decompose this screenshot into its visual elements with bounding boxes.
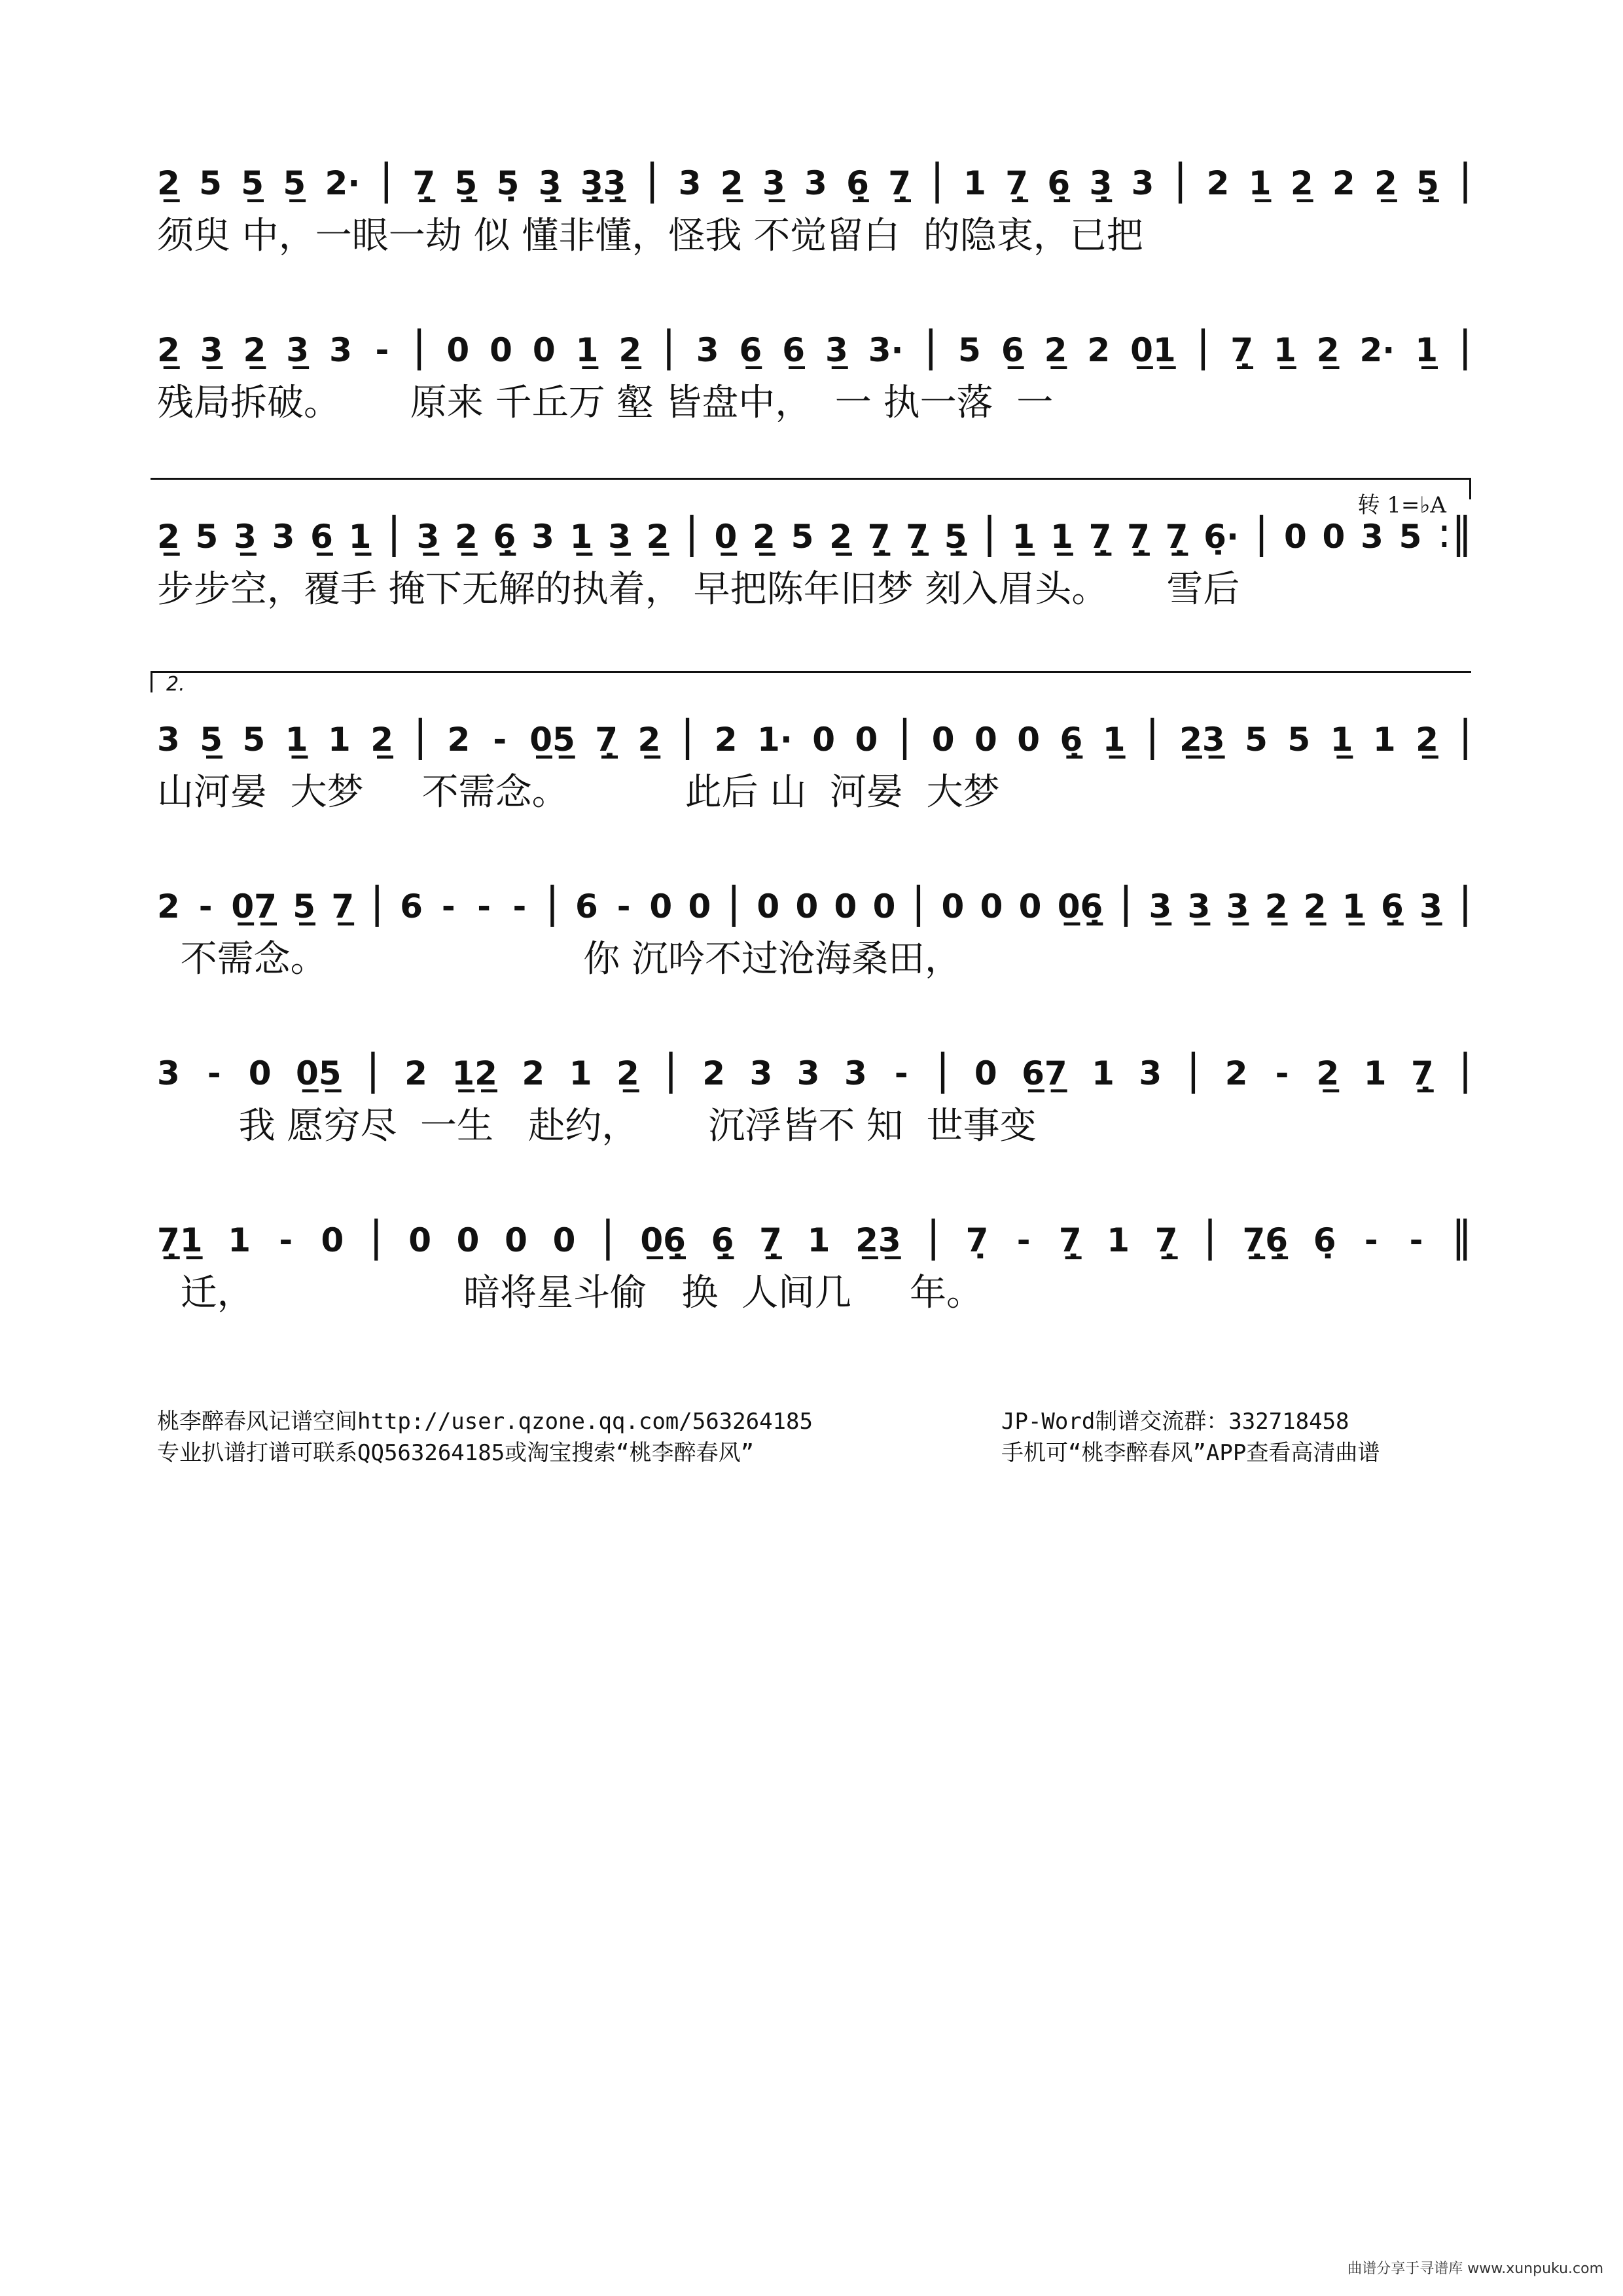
barline: | [645,156,660,204]
note: 6̣̲ [1047,164,1071,202]
note: 3 [749,1054,773,1092]
score-system-3 [157,492,1472,628]
note: 2̲ [1290,164,1313,202]
note: 0 [248,1054,272,1092]
note: - [616,888,631,925]
note: 1̲ [1012,518,1035,556]
note: 2̲ [1316,1054,1340,1092]
barline: | [1458,1046,1472,1094]
note: 2· [1359,331,1395,369]
score-system-1 [157,151,1472,275]
note: 3̣̲ [1089,164,1113,202]
note: 5 [791,518,814,556]
barline: | [413,712,428,761]
note: - [198,888,213,925]
note: 1· [757,721,793,759]
note: 1̲ [1248,164,1272,202]
barline: | [1118,879,1133,927]
lyrics-text: 不需念。 你 沉吟不过沧海桑田， [157,938,962,980]
lyrics-row [157,380,1472,433]
lyrics-row [157,1103,1472,1156]
barline: | [1203,1213,1217,1261]
note: 3̣̲ [538,164,562,202]
note: - [1275,1054,1289,1092]
note: 7̣̲ [759,1221,782,1259]
note: 7̣̲ [1165,518,1188,556]
footer-right-line-1: JP-Word制谱交流群：332718458 [1001,1408,1349,1435]
note: 0 [812,721,836,759]
lyrics-text: 残局拆破。 原来 千丘万 壑 皆盘中， 一 执一落 一 [157,382,1054,424]
note: 2 [702,1054,726,1092]
note: 7̣̲ [595,721,618,759]
note: 1̲ [1273,331,1296,369]
note: 3̲ [825,331,848,369]
note: - [1016,1221,1031,1259]
barline: | [1458,879,1472,927]
note: 2̲ [637,721,661,759]
note: 2̲ [618,331,642,369]
note: 3 [804,164,827,202]
note: 5̲ [241,164,264,202]
barline: | [545,879,560,927]
barline: | [923,323,938,371]
barline: | [601,1213,615,1261]
lyrics-row [157,1270,1472,1323]
note: 0 [941,888,965,925]
note: 2̲ [646,518,669,556]
note: 0 [1284,518,1307,556]
note: 2̲ [1044,331,1067,369]
note: 1̲ [1050,518,1073,556]
note: - [441,888,455,925]
note: 2 [1332,164,1355,202]
note: 3 [678,164,702,202]
note: 3 [329,331,352,369]
note: 3̲ [762,164,785,202]
barline: | [1458,156,1472,204]
note: 0 [490,331,512,369]
note: 2̲ [1416,721,1438,759]
note: 0 [757,888,780,925]
note: 3̲ [608,518,631,556]
note: 3 [531,518,554,556]
lyrics-row [157,567,1472,619]
volta-label: 2. [166,673,185,696]
second-ending-bracket [151,671,1471,692]
note: 3̲ [286,331,310,369]
note: - [1409,1221,1423,1259]
barline: | [926,1213,940,1261]
barline: | [366,1046,380,1094]
note: 1 [963,164,986,202]
lyrics-text: 迁， 暗将星斗偷 换 人间几 年。 [157,1272,984,1314]
barline: | [911,879,926,927]
note: 5̲ [293,888,316,925]
note: 5̣̲ [1416,164,1439,202]
note: 1 [1372,721,1396,759]
note: 2· [325,164,361,202]
note: 1̲ [1102,721,1126,759]
note: 7̣̲ [1127,518,1150,556]
barline: | [935,1046,950,1094]
note: 1̲ [575,331,599,369]
note: - [207,1054,221,1092]
note: 0 [456,1221,480,1259]
note: 6̲ [739,331,762,369]
note: - [279,1221,293,1259]
note: 0 [532,331,556,369]
note: 6̣· [1204,518,1239,556]
note: 0 [931,721,955,759]
note: 0 [834,888,857,925]
note: 0 [1018,888,1042,925]
note: 7̣ [965,1221,989,1259]
note: 1 [807,1221,830,1259]
note: - [493,721,507,759]
note: 3 [696,331,719,369]
note: 1̲ [348,518,372,556]
barline: | [1254,509,1269,558]
note: 2̲ [1374,164,1397,202]
note: - [512,888,527,925]
lyrics-text: 山河晏 大梦 不需念。 此后 山 河晏 大梦 [157,771,1000,814]
note: 6̲ [1001,331,1024,369]
note: 0 [872,888,896,925]
barline: | [726,879,741,927]
key-change: 转 1=♭A [1357,492,1446,518]
note: 7̣̲ [1088,518,1112,556]
note: 5̣ [496,164,520,202]
note: 2̲ [720,164,743,202]
note: 0 [408,1221,431,1259]
note: 6̣̲ [1380,888,1404,925]
note: 3 [1131,164,1154,202]
note: 6 [575,888,598,925]
barline: | [680,712,695,761]
lyrics-text: 须臾 中，一眼一劫 似 懂非懂，怪我 不觉留白 的隐衷，已把 [157,215,1143,257]
watermark: 曲谱分享于寻谱库 www.xunpuku.com [1347,2261,1603,2277]
note: 5 [1287,721,1311,759]
note: 2̲ [1316,331,1340,369]
note: 0 [321,1221,344,1259]
note: 5̣̲ [944,518,967,556]
note: 0 [980,888,1003,925]
score-system-2 [157,317,1472,442]
note: 1 [1092,1054,1115,1092]
note: 1̲ [1342,888,1365,925]
note: 3 [157,1054,180,1092]
note: 7̣̲ [1005,164,1029,202]
note: 3 [157,721,180,759]
note: 3 [1361,518,1383,556]
score-system-6 [157,1041,1472,1165]
note: 0 [974,1054,997,1092]
note: 5 [958,331,981,369]
lyrics-row [157,770,1472,822]
note: 3̣̲3̣̲ [580,164,626,202]
barline: | [685,509,699,558]
note: 6̲7̲ [1022,1054,1067,1092]
note: - [477,888,491,925]
note: 7̣̲6̣̲ [1242,1221,1289,1259]
note: 0 [795,888,819,925]
note: 6̣̲ [846,164,869,202]
barline: | [368,1213,383,1261]
note: 0̲7̲ [231,888,277,925]
note: 2̲ [157,164,180,202]
barline: :‖ [1437,509,1472,558]
note: 1 [228,1221,251,1259]
lyrics-row [157,937,1472,989]
note: 5 [242,721,266,759]
note: 7̣̲ [888,164,911,202]
note: 5 [1399,518,1422,556]
barline: | [1173,156,1188,204]
note: 5̲ [200,721,223,759]
note: 3̲ [1187,888,1211,925]
barline: | [982,509,997,558]
lyrics-text: 我 愿穷尽 一生 赴约， 沉浮皆不 知 世事变 [157,1105,1037,1147]
note: 5̲ [283,164,306,202]
note: 2̲ [243,331,266,369]
notation-row [157,1041,1472,1093]
note: 6̲ [310,518,333,556]
footer-left-line-1: 桃李醉春风记谱空间http://user.qzone.qq.com/563264185 [157,1408,813,1435]
note: 2 [714,721,738,759]
note: 0 [1017,721,1041,759]
barline: | [662,323,676,371]
note: 3 [272,518,295,556]
barline: | [664,1046,678,1094]
barline: | [412,323,427,371]
note: 1̲2̲ [452,1054,497,1092]
note: 2 [1224,1054,1248,1092]
lyrics-row [157,213,1472,266]
note: 7̣̲ [412,164,436,202]
note: 7̣̲ [1230,331,1253,369]
barline: | [1458,323,1472,371]
note: - [1364,1221,1378,1259]
note: 2̲ [616,1054,639,1092]
note: - [894,1054,908,1092]
note: 5 [1245,721,1268,759]
note: 2 [522,1054,545,1092]
notation-row [157,1208,1472,1260]
barline: | [930,156,944,204]
note: 0 [688,888,711,925]
notation-row [157,707,1472,759]
barline: | [370,879,384,927]
note: 3· [868,331,904,369]
note: 2̲3̲ [855,1221,901,1259]
barline: | [897,712,912,761]
note: 5 [199,164,222,202]
bracket-line [151,478,1471,499]
note: 0 [1322,518,1346,556]
note: 2̲ [455,518,478,556]
note: 1 [569,1054,592,1092]
note: 0 [552,1221,576,1259]
note: 1̲ [569,518,593,556]
note: 1̲ [1330,721,1353,759]
barline: | [1196,323,1211,371]
note: 7̣̲ [1154,1221,1178,1259]
note: 3̲ [200,331,223,369]
note: 1 [1363,1054,1387,1092]
note: 3̲ [1419,888,1442,925]
note: 2 [1087,331,1111,369]
note: 0̲5̲ [529,721,575,759]
note: 1 [1107,1221,1130,1259]
barline: | [1145,712,1160,761]
note: 3 [844,1054,867,1092]
note: 3̲ [234,518,257,556]
note: 6̣̲ [711,1221,734,1259]
lyrics-text: 步步空，覆手 掩下无解的执着， 早把陈年旧梦 刻入眉头。 雪后 [157,568,1240,611]
note: 0̲6̣̲ [640,1221,686,1259]
note: 2̲ [370,721,394,759]
note: 5̣̲ [454,164,478,202]
notation-row [157,151,1472,203]
note: 0 [855,721,878,759]
note: 0 [505,1221,527,1259]
note: 3̲ [1149,888,1172,925]
note: 3̲ [416,518,440,556]
note: 2̲3̲ [1179,721,1225,759]
score-system-5 [157,874,1472,998]
score-system-7 [157,1208,1472,1332]
notation-row [157,874,1472,926]
note: 7̣̲ [1410,1054,1434,1092]
note: 2̲ [829,518,852,556]
note: 1̲ [285,721,308,759]
note: 2̲ [1264,888,1288,925]
note: 3 [796,1054,820,1092]
note: 6̣ [1313,1221,1336,1259]
note: 0̲1̲ [1130,331,1176,369]
barline: | [387,509,401,558]
barline: | [1186,1046,1201,1094]
barline: | [379,156,394,204]
note: 6̣̲ [493,518,516,556]
note: 2̲ [753,518,776,556]
note: 2 [404,1054,427,1092]
note: 7̣̲ [906,518,929,556]
note: 3̲ [1226,888,1249,925]
note: 7̣̲ [867,518,891,556]
note: 1̲ [1415,331,1438,369]
note: 0 [974,721,997,759]
note: 0 [649,888,673,925]
note: 3 [1139,1054,1162,1092]
note: 2̲ [157,331,180,369]
note: 7̣̲ [1058,1221,1082,1259]
note: 6 [400,888,423,925]
note: 0 [446,331,470,369]
note: 2 [157,888,180,925]
note: 7̣̲1̲ [157,1221,203,1259]
note: 2̲ [157,518,180,556]
note: 6̲ [782,331,806,369]
note: 7̲ [331,888,355,925]
note: 0̲5̲ [296,1054,342,1092]
footer-right-line-2: 手机可“桃李醉春风”APP查看高清曲谱 [1001,1440,1380,1466]
note: - [375,331,389,369]
footer-left-line-2: 专业扒谱打谱可联系QQ563264185或淘宝搜索“桃李醉春风” [157,1440,755,1466]
score-system-4 [157,673,1472,831]
note: 6̣̲ [1060,721,1083,759]
barline: | [1458,712,1472,761]
note: 2 [1206,164,1230,202]
note: 2̲ [1303,888,1327,925]
note: 0̲ [714,518,738,556]
notation-row [157,317,1472,370]
note: 1 [328,721,351,759]
note: 5 [195,518,219,556]
barline: ‖ [1451,1213,1472,1261]
note: 2 [447,721,471,759]
note: 0̲6̣̲ [1057,888,1103,925]
notation-row [157,504,1472,556]
